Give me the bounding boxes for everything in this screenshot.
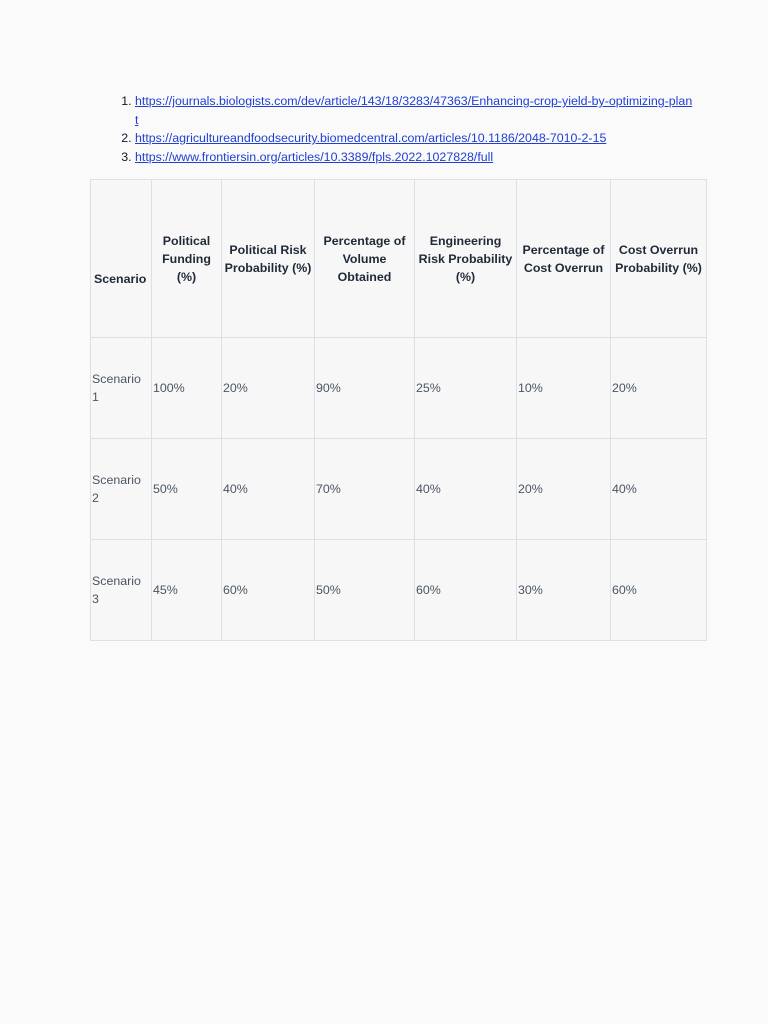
table-row bbox=[91, 439, 707, 540]
cell-scenario: Scenario 1 bbox=[91, 338, 152, 439]
table-header-row bbox=[91, 180, 707, 338]
header-percentage-cost-overrun: Percentage of Cost Overrun bbox=[517, 180, 611, 338]
cell-political-risk-probability: 40% bbox=[222, 439, 315, 540]
reference-item bbox=[135, 129, 695, 148]
reference-list bbox=[90, 92, 695, 166]
cell-scenario: Scenario 2 bbox=[91, 439, 152, 540]
header-percentage-volume-obtained: Percentage of Volume Obtained bbox=[315, 180, 415, 338]
cell-cost-overrun-probability: 60% bbox=[611, 540, 707, 641]
reference-item bbox=[135, 92, 695, 129]
cell-political-funding: 45% bbox=[152, 540, 222, 641]
table-row bbox=[91, 338, 707, 439]
header-cost-overrun-probability: Cost Overrun Probability (%) bbox=[611, 180, 707, 338]
cell-political-risk-probability: 60% bbox=[222, 540, 315, 641]
cell-political-funding: 100% bbox=[152, 338, 222, 439]
reference-link-1[interactable]: https://journals.biologists.com/dev/article/143/18/3283/47363/Enhancing-crop-yield-by-optimizing-plant bbox=[135, 94, 693, 127]
cell-percentage-volume-obtained: 70% bbox=[315, 439, 415, 540]
reference-item bbox=[135, 148, 695, 167]
cell-percentage-cost-overrun: 10% bbox=[517, 338, 611, 439]
cell-engineering-risk-probability: 40% bbox=[415, 439, 517, 540]
reference-link-2[interactable]: https://agricultureandfoodsecurity.biomedcentral.com/articles/10.1186/2048-7010-2-15 bbox=[135, 131, 607, 145]
cell-percentage-volume-obtained: 90% bbox=[315, 338, 415, 439]
cell-scenario: Scenario 3 bbox=[91, 540, 152, 641]
cell-political-funding: 50% bbox=[152, 439, 222, 540]
cell-percentage-volume-obtained: 50% bbox=[315, 540, 415, 641]
cell-percentage-cost-overrun: 30% bbox=[517, 540, 611, 641]
cell-cost-overrun-probability: 20% bbox=[611, 338, 707, 439]
cell-cost-overrun-probability: 40% bbox=[611, 439, 707, 540]
scenario-table bbox=[90, 179, 707, 641]
reference-link-3[interactable]: https://www.frontiersin.org/articles/10.3389/fpls.2022.1027828/full bbox=[135, 149, 494, 164]
cell-engineering-risk-probability: 25% bbox=[415, 338, 517, 439]
cell-engineering-risk-probability: 60% bbox=[415, 540, 517, 641]
cell-political-risk-probability: 20% bbox=[222, 338, 315, 439]
table-row bbox=[91, 540, 707, 641]
header-engineering-risk-probability: Engineering Risk Probability (%) bbox=[415, 180, 517, 338]
cell-percentage-cost-overrun: 20% bbox=[517, 439, 611, 540]
header-scenario: Scenario bbox=[91, 180, 152, 338]
header-political-funding: Political Funding (%) bbox=[152, 180, 222, 338]
header-political-risk-probability: Political Risk Probability (%) bbox=[222, 180, 315, 338]
